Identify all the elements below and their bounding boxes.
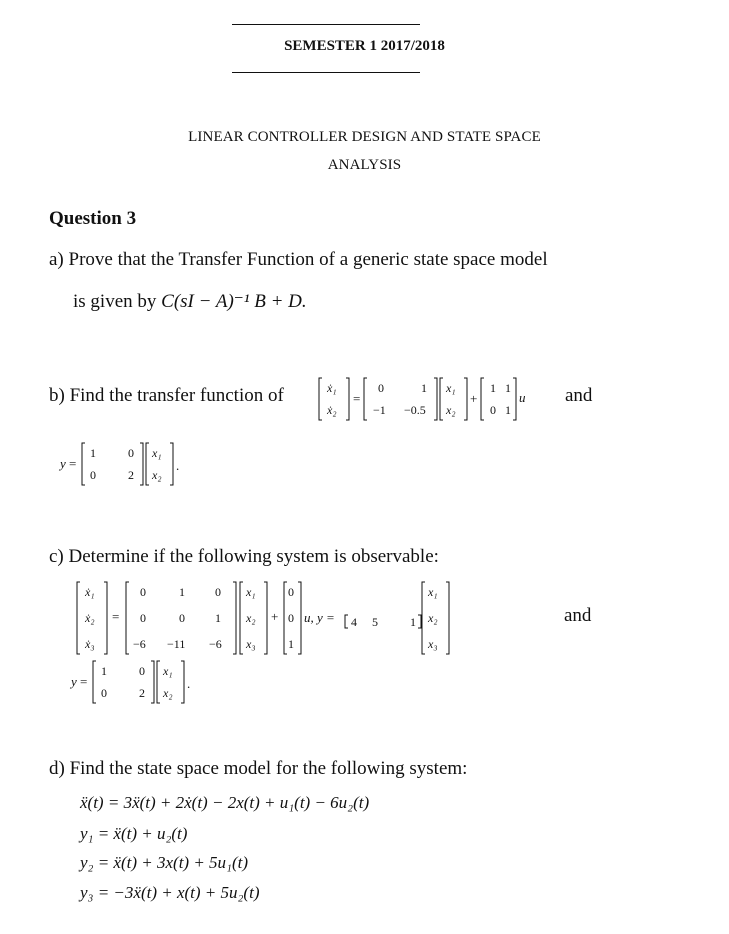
part-c-text: c) Determine if the following system is observable: [49, 546, 439, 567]
course-title-line2: ANALYSIS [327, 157, 402, 173]
svg-text:.: . [176, 458, 180, 473]
c-yx-1: x₁ [163, 664, 173, 678]
b-A-11: 0 [378, 381, 384, 395]
b-u: u [519, 390, 526, 405]
c-C-1: 4 [351, 615, 357, 629]
b-x-2: x₂ [446, 403, 456, 417]
c-A-21: 0 [140, 611, 146, 625]
b-y: y [60, 456, 66, 471]
c-u-y: u, y = [304, 610, 335, 625]
semester-title: SEMESTER 1 2017/2018 [284, 38, 445, 54]
b-A-12: 1 [421, 381, 427, 395]
c-A-33: −6 [209, 637, 222, 651]
c-B-1: 0 [288, 585, 294, 599]
part-d-text: d) Find the state space model for the following system: [49, 758, 468, 779]
c-Cy-22: 2 [139, 686, 145, 700]
c-C-3: 1 [410, 615, 416, 629]
part-b-output-equation [60, 440, 200, 490]
c-A-22: 0 [179, 611, 185, 625]
c-A-11: 0 [140, 585, 146, 599]
course-title-line1: LINEAR CONTROLLER DESIGN AND STATE SPACE [188, 129, 541, 145]
svg-text:=: = [69, 456, 77, 471]
b-A-22: −0.5 [404, 403, 426, 417]
svg-text:=: = [80, 674, 88, 689]
header-rule-top [232, 24, 420, 25]
c-xo-1: x₁ [428, 585, 438, 599]
c-B-2: 0 [288, 611, 294, 625]
part-a-line1: a) Prove that the Transfer Function of a generic state space model [49, 249, 548, 270]
c-y: y [71, 674, 77, 689]
part-b-and: and [565, 385, 593, 406]
b-B-12: 1 [505, 381, 511, 395]
b-C-22: 2 [128, 468, 134, 482]
c-xdot-3: ẋ₃ [85, 637, 95, 651]
svg-text:+: + [470, 391, 478, 406]
b-xdot-2: ẋ₂ [327, 403, 337, 417]
b-x-1: x₁ [446, 381, 456, 395]
c-xo-3: x₃ [428, 637, 438, 651]
part-a-line2 [73, 290, 307, 313]
c-x-3: x₃ [246, 637, 256, 651]
svg-text:=: = [112, 609, 120, 624]
c-yx-2: x₂ [163, 686, 173, 700]
part-d-eq-2: y₁ = ẍ(t) + u₂(t) [80, 824, 188, 843]
svg-text:+: + [271, 609, 279, 624]
b-yx-2: x₂ [152, 468, 162, 482]
part-b-text: b) Find the transfer function of [49, 385, 284, 406]
b-A-21: −1 [373, 403, 386, 417]
c-Cy-11: 1 [101, 664, 107, 678]
c-B-3: 1 [288, 637, 294, 651]
c-x-1: x₁ [246, 585, 256, 599]
c-C-2: 5 [372, 615, 378, 629]
part-d-eq-1: ẍ(t) = 3ẍ(t) + 2ẋ(t) − 2x(t) + u₁(t) − 6u₂(t) [80, 793, 370, 812]
part-c-and: and [564, 605, 592, 626]
part-a-formula: C(sI − A)⁻¹ B + D. [161, 291, 307, 312]
question-heading: Question 3 [49, 208, 137, 229]
c-A-32: −11 [167, 637, 186, 651]
svg-text:=: = [353, 391, 361, 406]
c-A-31: −6 [133, 637, 146, 651]
svg-text:.: . [187, 676, 191, 691]
c-A-12: 1 [179, 585, 185, 599]
c-Cy-21: 0 [101, 686, 107, 700]
c-A-23: 1 [215, 611, 221, 625]
b-C-12: 0 [128, 446, 134, 460]
part-c-output-equation [71, 658, 211, 708]
c-xo-2: x₂ [428, 611, 438, 625]
b-C-21: 0 [90, 468, 96, 482]
b-B-21: 0 [490, 403, 496, 417]
c-x-2: x₂ [246, 611, 256, 625]
b-yx-1: x₁ [152, 446, 162, 460]
part-a-prefix: is given by [73, 291, 157, 312]
part-b-state-equation [318, 375, 568, 425]
part-d-eq-4: y₃ = −3ẍ(t) + x(t) + 5u₂(t) [80, 883, 260, 902]
part-c-state-equation [76, 580, 476, 660]
b-B-11: 1 [490, 381, 496, 395]
header-rule-bottom [232, 72, 420, 73]
c-Cy-12: 0 [139, 664, 145, 678]
c-A-13: 0 [215, 585, 221, 599]
c-xdot-1: ẋ₁ [85, 585, 95, 599]
part-d-eq-3: y₂ = ẍ(t) + 3x(t) + 5u₁(t) [80, 853, 249, 872]
b-B-22: 1 [505, 403, 511, 417]
c-xdot-2: ẋ₂ [85, 611, 95, 625]
b-C-11: 1 [90, 446, 96, 460]
b-xdot-1: ẋ₁ [327, 381, 337, 395]
